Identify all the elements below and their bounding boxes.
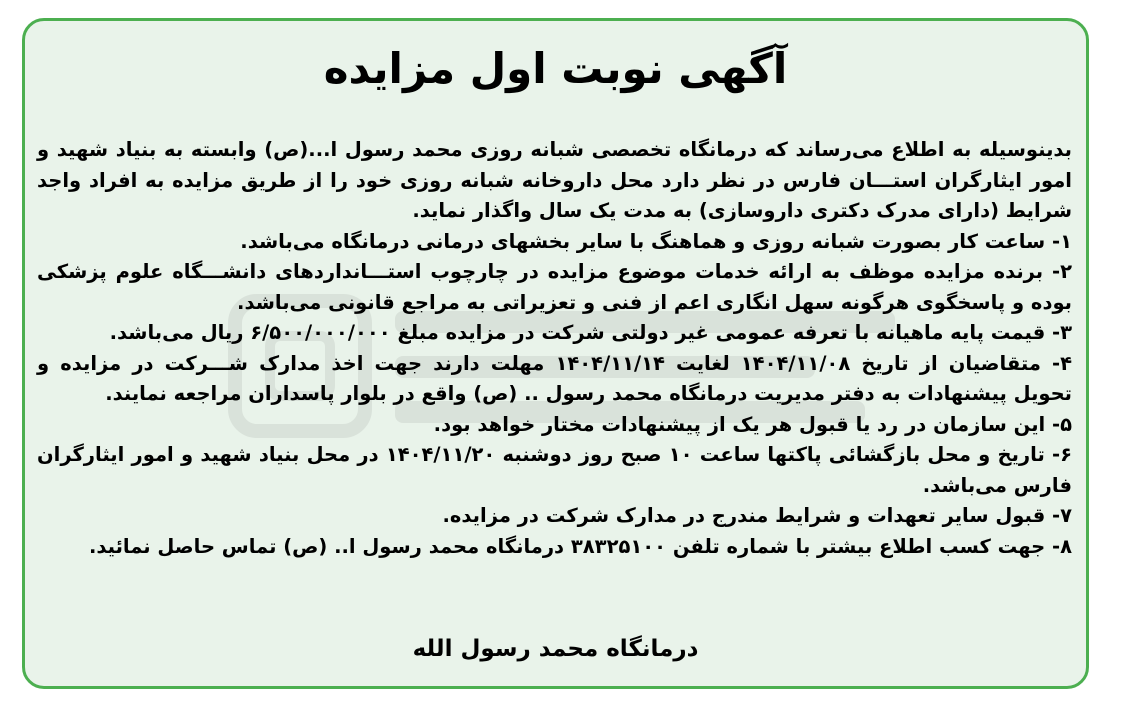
notice-item-2: ۲- برنده مزایده موظف به ارائه خدمات موضوع مزایده در چارچوب استـــانداردهای دانشـــگاه علوم پزشکی بوده و پاسخگوی هرگونه سهل انگاری اعم از فنی و تعزیراتی به مراجع قانونی می‌باشد. (37, 260, 1072, 314)
notice-item-8: ۸- جهت کسب اطلاع بیشتر با شماره تلفن ۳۸۳۲۵۱۰۰ درمانگاه محمد رسول ا.. (ص) تماس حاصل نمائید. (88, 534, 1072, 558)
notice-intro-paragraph: بدینوسیله به اطلاع می‌رساند که درمانگاه تخصصی شبانه روزی محمد رسول ا...(ص) وابسته به بنیاد شهید و امور ایثارگران استـــان فارس در نظر دارد محل داروخانه شبانه روزی خود را از طریق مزایده به افراد واجد شرایط (دارای مدرک دکتری داروسازی) به مدت یک سال واگذار نماید. (37, 138, 1072, 222)
notice-title: آگهی نوبت اول مزایده (323, 44, 788, 93)
notice-item-4: ۴- متقاضیان از تاریخ ۱۴۰۴/۱۱/۰۸ لغایت ۱۴۰۴/۱۱/۱۴ مهلت دارند جهت اخذ مدارک شـــرکت در مزایده و تحویل پیشنهادات به دفتر مدیریت درمانگاه محمد رسول .. (ص) واقع در بلوار پاسداران مراجعه نمایند. (37, 351, 1073, 405)
notice-signature: درمانگاه محمد رسول الله (412, 636, 699, 662)
notice-body (37, 135, 1072, 562)
notice-frame (22, 18, 1089, 689)
notice-item-1: ۱- ساعت کار بصورت شبانه روزی و هماهنگ با سایر بخشهای درمانی درمانگاه می‌باشد. (240, 229, 1072, 253)
notice-item-3: ۳- قیمت پایه ماهیانه با تعرفه عمومی غیر دولتی شرکت در مزایده مبلغ ۶/۵۰۰/۰۰۰/۰۰۰ ریال می‌باشد. (109, 321, 1072, 344)
notice-item-7: ۷- قبول سایر تعهدات و شرایط مندرج در مدارک شرکت در مزایده. (442, 504, 1072, 527)
notice-item-6: ۶- تاریخ و محل بازگشائی پاکتها ساعت ۱۰ صبح روز دوشنبه ۱۴۰۴/۱۱/۲۰ در محل بنیاد شهید و امور ایثارگران فارس می‌باشد. (37, 443, 1072, 497)
notice-item-5: ۵- این سازمان در رد یا قبول هر یک از پیشنهادات مختار خواهد بود. (433, 412, 1072, 436)
